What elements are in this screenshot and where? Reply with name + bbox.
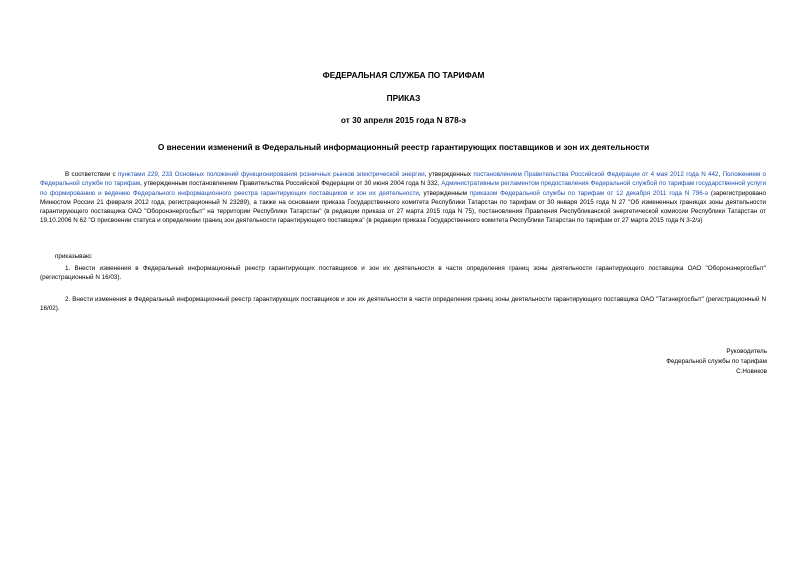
link-government-resolution-442[interactable]: постановлением Правительства Российской Федерации от 4 мая 2012 года N 442 (473, 171, 719, 178)
document-type: ПРИКАЗ (386, 93, 421, 103)
ordered-label: приказываю: (55, 253, 93, 260)
signature-name: С.Новиков (736, 368, 767, 375)
preamble-text: (зарегистрировано Минюстом России 21 февраля 2012 года, регистрационный N 23289), а также на основании приказа Государственного комитета Республики Татарстан по тарифам от 30 января 2015 года N 27 "Об измененных границах зоны деятельности гарантирующего поставщика ОАО "Оборонэнергосбыт" на территории Республики Татарстан" (в редакции приказа от 27 марта 2015 года N 75), постановления Правления Республиканской энергетической комиссии Республики Татарстан от 19.10.2006 N 62 "О присвоении статуса и определении границ зон деятельности гарантирующего поставщика" (в редакции приказа Государственного комитета Республики Татарстан по тарифам от 27 марта 2015 года N 3-2/э) (40, 189, 766, 225)
preamble-paragraph (40, 170, 766, 226)
signature-position: Руководитель (726, 348, 767, 355)
link-fts-regulation[interactable]: Положением о Федеральной службе по тарифам (40, 171, 767, 188)
preamble-text: , утвержденным (418, 189, 470, 197)
document-date: от 30 апреля 2015 года N 878-э (340, 115, 467, 125)
link-administrative-regulation[interactable]: Административным регламентом предоставления Федеральной службой по тарифам государственной услуги по формированию и ведению Федерального информационного реестра гарантирующих поставщиков и зон их деятельности (40, 180, 767, 197)
order-item-2: 2. Внести изменения в Федеральный информационный реестр гарантирующих поставщиков и зон их деятельности в части определения границ зоны деятельности гарантирующего поставщика ОАО "Татэнергосбыт" (регистрационный N 16/02). (40, 296, 766, 313)
agency-name: ФЕДЕРАЛЬНАЯ СЛУЖБА ПО ТАРИФАМ (322, 70, 485, 80)
preamble-text: , утвержденным постановлением Правительства Российской Федерации от 30 июня 2004 года N 332, (140, 180, 442, 188)
preamble-text: , (718, 171, 723, 178)
link-retail-market-rules[interactable]: пунктами 229, 233 Основных положений функционирования розничных рынков электрической энергии (118, 171, 425, 178)
link-fts-order-796[interactable]: приказом Федеральной службы по тарифам от 12 декабря 2011 года N 796-э (469, 189, 709, 197)
signature-organization: Федеральной службы по тарифам (666, 358, 767, 365)
document-title: О внесении изменений в Федеральный информационный реестр гарантирующих поставщиков и зон их деятельности (157, 142, 650, 152)
preamble-text: , утвержденных (424, 171, 474, 178)
preamble-text: В соответствии с (65, 171, 118, 178)
order-item-1: 1. Внести изменения в Федеральный информационный реестр гарантирующих поставщиков и зон их деятельности в части определения границ зоны деятельности гарантирующего поставщика ОАО "Оборонэнергосбыт" (регистрационный N 16/03). (40, 265, 766, 282)
